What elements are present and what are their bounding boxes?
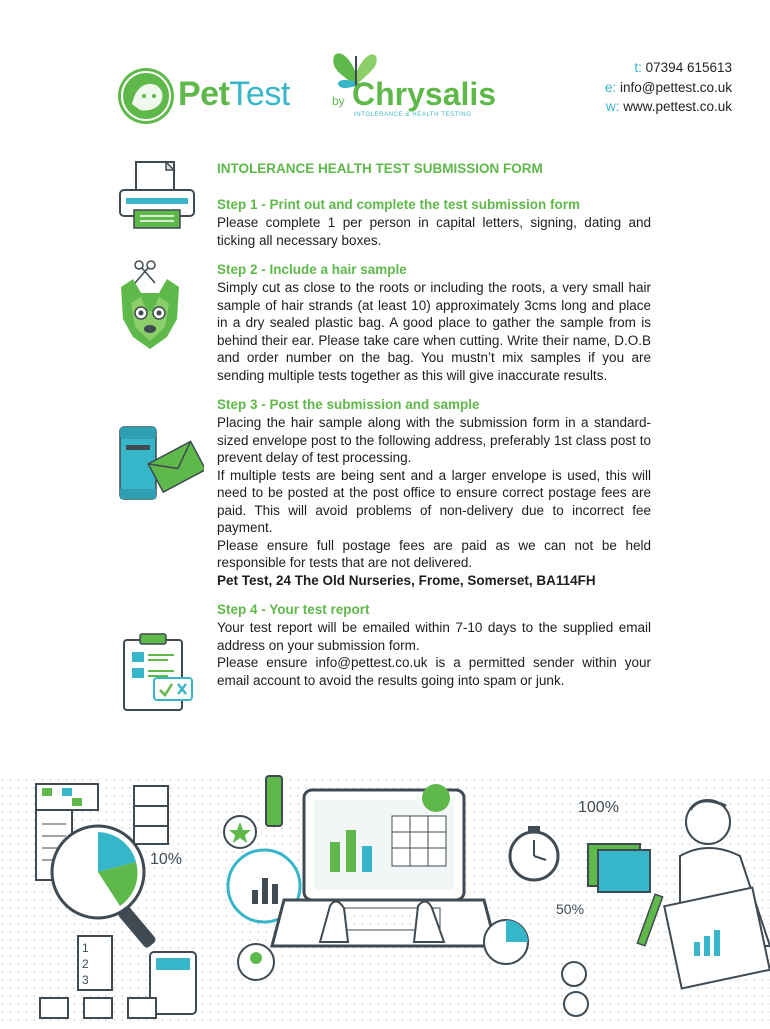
office-illustration [0,746,770,1024]
contact-web[interactable]: w: www.pettest.co.uk [605,99,732,114]
label-50-percent: 50% [556,901,585,917]
step-2 [217,261,651,384]
cabinet-icon [134,786,168,844]
step-text: Please ensure info@pettest.co.uk is a permitted sender within your email account to avoid the results going into spam or junk. [217,655,651,688]
pettest-logo [118,66,298,124]
printer-icon [114,160,200,232]
logo-chrysalis: Chrysalis [352,76,497,112]
step-heading: Step 2 - Include a hair sample [217,262,407,277]
label-100-percent: 100% [578,799,619,816]
step-4 [217,601,651,689]
step-1 [217,196,651,249]
logo-test: Test [229,75,290,113]
dollar-coin-icon [562,962,586,986]
step-text: Your test report will be emailed within 7-10 days to the supplied email address on your submission form. [217,620,651,653]
flowchart-icon [40,998,68,1018]
logo-pet: Pet [178,75,230,113]
step-heading: Step 3 - Post the submission and sample [217,397,480,412]
step-text: Please complete 1 per person in capital letters, signing, dating and ticking all necessary boxes. [217,215,651,248]
form-title: INTOLERANCE HEALTH TEST SUBMISSION FORM [217,161,543,176]
step-text: Please ensure full postage fees are paid as we can not be held responsible for tests that are not delivered. [217,537,651,570]
chrysalis-logo [308,46,497,122]
step-text: If multiple tests are being sent and a larger envelope is used, this will need to be posted at the post office to ensure correct postage fees are paid. This will avoid problems of non-delivery due to incorrect fee payment. [217,467,651,535]
dog-scissors-icon [117,257,183,353]
label-10-percent: 10% [150,851,183,868]
logo-tagline: INTOLERANCE & HEALTH TESTING [354,112,472,118]
contact-email[interactable]: e: info@pettest.co.uk [604,79,732,95]
pet-head-icon [118,68,174,124]
laptop-icon [272,784,496,946]
svg-text:1: 1 [82,941,89,955]
postal-address: Pet Test, 24 The Old Nurseries, Frome, Somerset, BA114FH [217,572,596,588]
logo-by: by [332,94,345,108]
contact-details [605,58,732,117]
clipboard-report-icon [122,632,196,712]
marker-icon [266,776,282,826]
postbox-envelope-icon [118,423,204,503]
svg-text:3: 3 [82,973,89,987]
svg-text:2: 2 [82,957,89,971]
step-heading: Step 4 - Your test report [217,602,370,617]
step-heading: Step 1 - Print out and complete the test submission form [217,197,581,212]
step-text: Simply cut as close to the roots or including the roots, a very small hair sample of hair strands (at least 10) approximately 3cms long and place in a dry sealed plastic bag. A good place to gather the sample from is behind their ear. Please take care when cutting. Write their name, D.O.B and order number on the bag. You mustn’t mix samples if you are sending multiple tests together as this will give inaccurate results. [217,280,651,383]
submission-instructions [217,160,651,701]
contact-phone: t: 07394 615613 [634,60,732,75]
step-text: Placing the hair sample along with the submission form in a standard-sized envelope post to the following address, preferably 1st class post to prevent delay of test processing. [217,415,651,465]
step-3 [217,396,651,589]
